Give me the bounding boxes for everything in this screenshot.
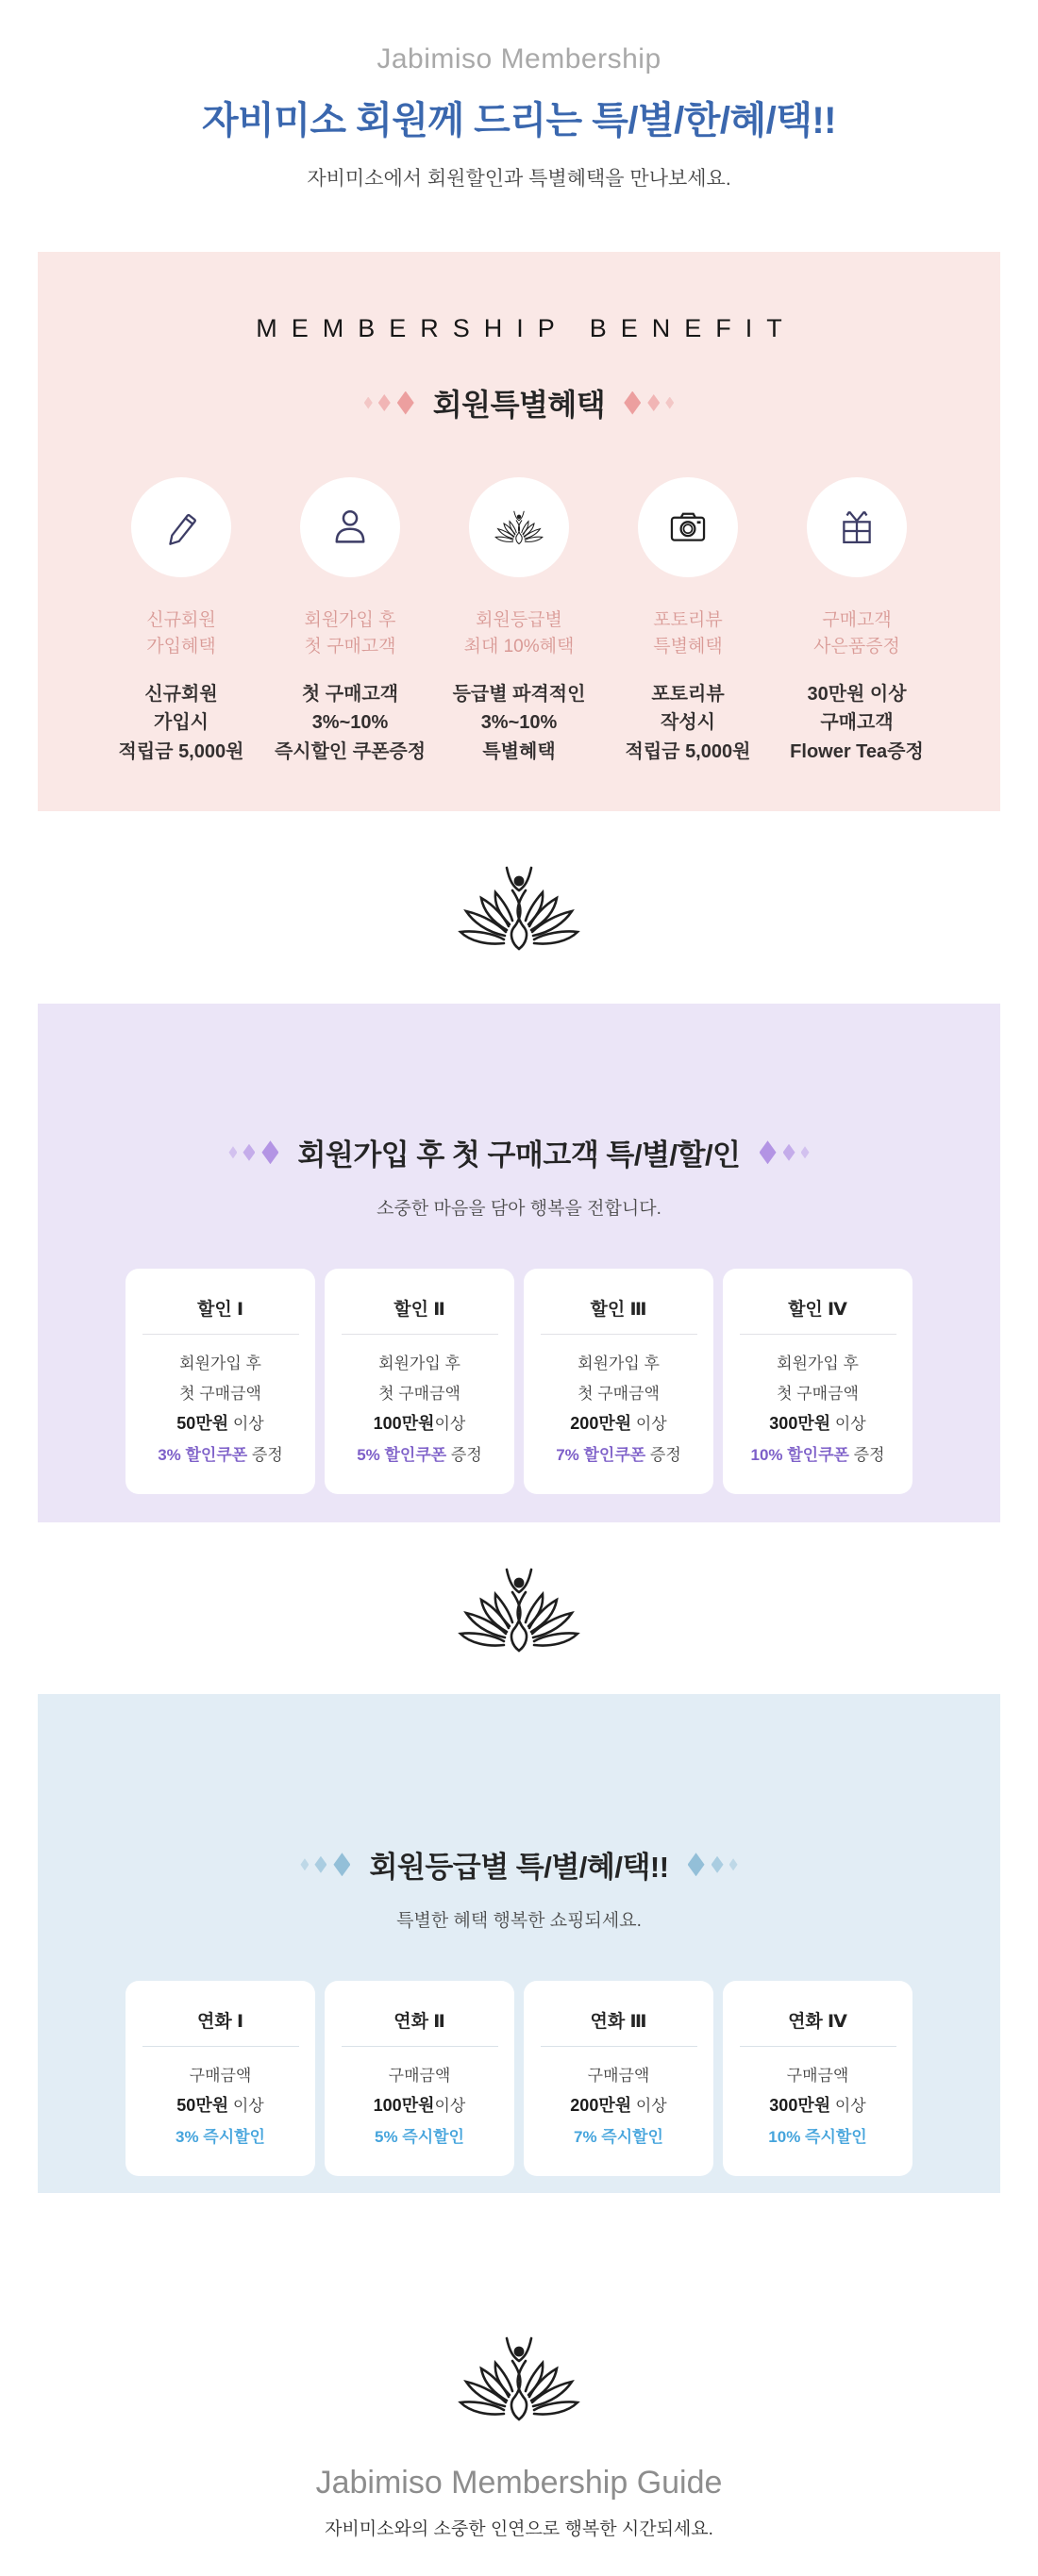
card-accent-rest: 증정 [645, 1446, 681, 1465]
card-accent: 5% 할인쿠폰 [357, 1446, 447, 1465]
card-divider [541, 2046, 697, 2047]
section-heading-text: 회원특별혜택 [432, 388, 606, 422]
benefit-desc-line: 가입시 [154, 712, 209, 734]
card-amount: 300만원 [769, 1414, 831, 1434]
diamond-icon [333, 1853, 350, 1876]
tier-card-4 [723, 1981, 912, 2176]
discount-cards-row [38, 1269, 1000, 1494]
card-line: 첫 구매금액 [378, 1385, 460, 1404]
card-line: 구매금액 [189, 2067, 252, 2086]
card-body [723, 2062, 912, 2147]
pencil-icon [158, 504, 205, 551]
header-eyebrow: Jabimiso Membership [377, 43, 661, 75]
benefit-label-line: 구매고객 [822, 610, 892, 630]
card-title: 연화 Ⅱ [393, 2012, 445, 2033]
page-subtitle: 자비미소에서 회원할인과 특별혜택을 만나보세요. [307, 168, 731, 190]
first-purchase-heading [38, 1131, 1000, 1173]
card-amount-line [524, 2092, 713, 2117]
diamond-icon [364, 397, 373, 409]
diamond-icon [228, 1146, 237, 1158]
lotus-divider-icon [448, 2331, 590, 2425]
benefit-icon-circle [300, 477, 400, 577]
card-title: 연화 Ⅲ [590, 2012, 647, 2033]
diamond-icon [729, 1858, 738, 1870]
benefit-label-line: 회원가입 후 [304, 610, 396, 630]
card-line: 구매금액 [388, 2067, 451, 2086]
tier-card-2 [325, 1981, 514, 2176]
benefit-desc [773, 680, 942, 766]
benefit-desc-line: 30만원 이상 [807, 684, 907, 706]
card-amount-rest: 이상 [228, 2097, 264, 2116]
card-line: 첫 구매금액 [578, 1385, 660, 1404]
diamond-icon [688, 1853, 705, 1876]
benefit-label-line: 첫 구매고객 [304, 636, 396, 656]
benefit-label-line: 사은품증정 [813, 636, 900, 656]
benefit-desc-line: 적립금 5,000원 [118, 740, 244, 762]
benefit-label [435, 607, 604, 659]
section-heading-text: 회원등급별 특/별/혜/택!! [369, 1851, 669, 1885]
page-header [0, 0, 1038, 191]
benefit-label-line: 신규회원 [146, 610, 216, 630]
tier-cards-row [38, 1981, 1000, 2176]
card-accent-line [325, 1441, 514, 1465]
card-amount-rest: 이상 [830, 1415, 866, 1434]
benefit-item-grade [435, 477, 604, 766]
benefit-desc [266, 680, 435, 766]
benefit-label [266, 607, 435, 659]
card-amount-line [723, 2092, 912, 2117]
card-accent: 10% 즉시할인 [768, 2128, 867, 2147]
diamond-icon [783, 1144, 795, 1161]
benefit-desc-line: 3%~10% [311, 712, 389, 734]
benefit-desc [435, 680, 604, 766]
card-divider [342, 1334, 498, 1335]
card-accent-line [524, 2123, 713, 2147]
card-amount: 200만원 [570, 2096, 632, 2116]
card-divider [142, 1334, 299, 1335]
card-amount-rest: 이상 [830, 2097, 866, 2116]
card-line: 첫 구매금액 [777, 1385, 859, 1404]
benefit-desc [97, 680, 266, 766]
benefit-desc-line: 3%~10% [480, 712, 558, 734]
camera-icon [664, 504, 712, 551]
diamond-icon [397, 391, 414, 415]
benefit-desc [604, 680, 773, 766]
benefit-desc-line: 특별혜택 [482, 740, 556, 762]
diamond-icon [314, 1856, 326, 1873]
card-divider [142, 2046, 299, 2047]
card-divider [342, 2046, 498, 2047]
card-line: 구매금액 [786, 2067, 849, 2086]
footer-title: Jabimiso Membership Guide [315, 2465, 723, 2501]
card-amount: 100만원 [373, 2096, 435, 2116]
card-accent: 3% 할인쿠폰 [158, 1446, 248, 1465]
card-line: 회원가입 후 [179, 1354, 261, 1373]
discount-card-4 [723, 1269, 912, 1494]
card-body [126, 1350, 315, 1465]
benefit-item-photo-review [604, 477, 773, 766]
lotus-icon [493, 507, 545, 547]
membership-benefit-section [38, 252, 1000, 811]
benefit-row [38, 477, 1000, 766]
benefit-desc-line: 첫 구매고객 [301, 684, 399, 706]
benefit-desc-line: Flower Tea증정 [790, 740, 924, 762]
discount-card-2 [325, 1269, 514, 1494]
page-title: 자비미소 회원께 드리는 특/별/한/혜/택!! [201, 100, 837, 141]
diamond-icon [760, 1140, 777, 1164]
user-icon [326, 504, 374, 551]
card-body [524, 1350, 713, 1465]
benefit-desc-line: 즉시할인 쿠폰증정 [274, 740, 427, 762]
card-title: 할인 Ⅰ [196, 1300, 244, 1321]
card-accent-line [126, 1441, 315, 1465]
card-amount-rest: 이상 [434, 2097, 466, 2116]
diamond-icon [261, 1140, 278, 1164]
card-amount: 200만원 [570, 1414, 632, 1434]
benefit-label-line: 가입혜택 [146, 636, 216, 656]
benefit-desc-line: 등급별 파격적인 [452, 684, 586, 706]
footer-subtitle: 자비미소와의 소중한 인연으로 행복한 시간되세요. [325, 2519, 713, 2540]
discount-card-1 [126, 1269, 315, 1494]
benefit-label-line: 최대 10%혜택 [463, 636, 575, 656]
benefit-label [773, 607, 942, 659]
benefit-label [604, 607, 773, 659]
tier-card-1 [126, 1981, 315, 2176]
member-grade-heading [38, 1843, 1000, 1886]
card-divider [740, 1334, 896, 1335]
benefit-desc-line: 포토리뷰 [651, 684, 725, 706]
card-amount-rest: 이상 [434, 1415, 466, 1434]
card-body [524, 2062, 713, 2147]
tier-card-3 [524, 1981, 713, 2176]
section-subtitle: 소중한 마음을 담아 행복을 전합니다. [377, 1199, 661, 1220]
card-body [126, 2062, 315, 2147]
section-heading-text: 회원가입 후 첫 구매고객 특/별/할/인 [297, 1138, 741, 1172]
benefit-label-line: 포토리뷰 [653, 610, 723, 630]
card-accent: 10% 할인쿠폰 [750, 1446, 849, 1465]
card-amount-line [126, 1410, 315, 1435]
card-divider [541, 1334, 697, 1335]
card-body [723, 1350, 912, 1465]
benefit-icon-circle [131, 477, 231, 577]
card-title: 연화 Ⅰ [196, 2012, 244, 2033]
first-purchase-section [38, 1004, 1000, 1522]
card-amount-line [524, 1410, 713, 1435]
benefit-desc-line: 신규회원 [144, 684, 218, 706]
card-body [325, 1350, 514, 1465]
benefit-desc-line: 작성시 [661, 712, 715, 734]
gift-icon [833, 504, 880, 551]
card-accent-rest: 증정 [247, 1446, 283, 1465]
card-amount-line [325, 2092, 514, 2117]
benefit-label-line: 특별혜택 [653, 636, 723, 656]
benefit-icon-circle [638, 477, 738, 577]
card-line: 첫 구매금액 [179, 1385, 261, 1404]
card-divider [740, 2046, 896, 2047]
card-line: 구매금액 [587, 2067, 650, 2086]
card-amount-line [126, 2092, 315, 2117]
benefit-icon-circle [469, 477, 569, 577]
benefit-label-line: 회원등급별 [476, 610, 562, 630]
card-line: 회원가입 후 [378, 1354, 460, 1373]
card-accent-rest: 증정 [446, 1446, 482, 1465]
card-accent-line [524, 1441, 713, 1465]
card-title: 할인 Ⅲ [590, 1300, 647, 1321]
card-amount-line [325, 1410, 514, 1435]
card-amount-line [723, 1410, 912, 1435]
card-accent-line [126, 2123, 315, 2147]
diamond-icon [243, 1144, 255, 1161]
diamond-icon [801, 1146, 810, 1158]
diamond-icon [624, 391, 641, 415]
card-amount-rest: 이상 [631, 1415, 667, 1434]
card-title: 연화 Ⅳ [788, 2012, 847, 2033]
card-amount: 50만원 [176, 1414, 229, 1434]
section-subtitle: 특별한 혜택 행복한 쇼핑되세요. [396, 1911, 642, 1932]
card-line: 회원가입 후 [777, 1354, 859, 1373]
card-title: 할인 Ⅱ [393, 1300, 445, 1321]
diamond-icon [647, 394, 660, 411]
benefit-item-gift [773, 477, 942, 766]
card-accent-line [723, 2123, 912, 2147]
card-accent: 7% 할인쿠폰 [556, 1446, 646, 1465]
card-accent: 7% 즉시할인 [574, 2128, 663, 2147]
lotus-divider-icon [448, 1562, 590, 1656]
diamond-icon [378, 394, 391, 411]
card-amount: 300만원 [769, 2096, 831, 2116]
benefit-item-signup [97, 477, 266, 766]
card-amount-rest: 이상 [631, 2097, 667, 2116]
card-amount: 50만원 [176, 2096, 229, 2116]
member-grade-section [38, 1694, 1000, 2193]
discount-card-3 [524, 1269, 713, 1494]
card-accent-rest: 증정 [848, 1446, 885, 1465]
card-line: 회원가입 후 [578, 1354, 660, 1373]
card-body [325, 2062, 514, 2147]
card-accent: 5% 즉시할인 [375, 2128, 464, 2147]
membership-benefit-heading [38, 381, 1000, 424]
page-footer [0, 2465, 1038, 2576]
card-amount: 100만원 [373, 1414, 435, 1434]
benefit-desc-line: 구매고객 [820, 712, 894, 734]
card-accent-line [325, 2123, 514, 2147]
card-title: 할인 Ⅳ [788, 1300, 847, 1321]
diamond-icon [300, 1858, 309, 1870]
card-accent-line [723, 1441, 912, 1465]
lotus-divider-icon [448, 860, 590, 955]
card-amount-rest: 이상 [228, 1415, 264, 1434]
diamond-icon [712, 1856, 724, 1873]
card-accent: 3% 즉시할인 [176, 2128, 265, 2147]
benefit-label [97, 607, 266, 659]
membership-benefit-eyebrow: MEMBERSHIP BENEFIT [256, 314, 796, 342]
benefit-icon-circle [807, 477, 907, 577]
benefit-desc-line: 적립금 5,000원 [625, 740, 751, 762]
benefit-item-first-purchase [266, 477, 435, 766]
diamond-icon [665, 397, 674, 409]
